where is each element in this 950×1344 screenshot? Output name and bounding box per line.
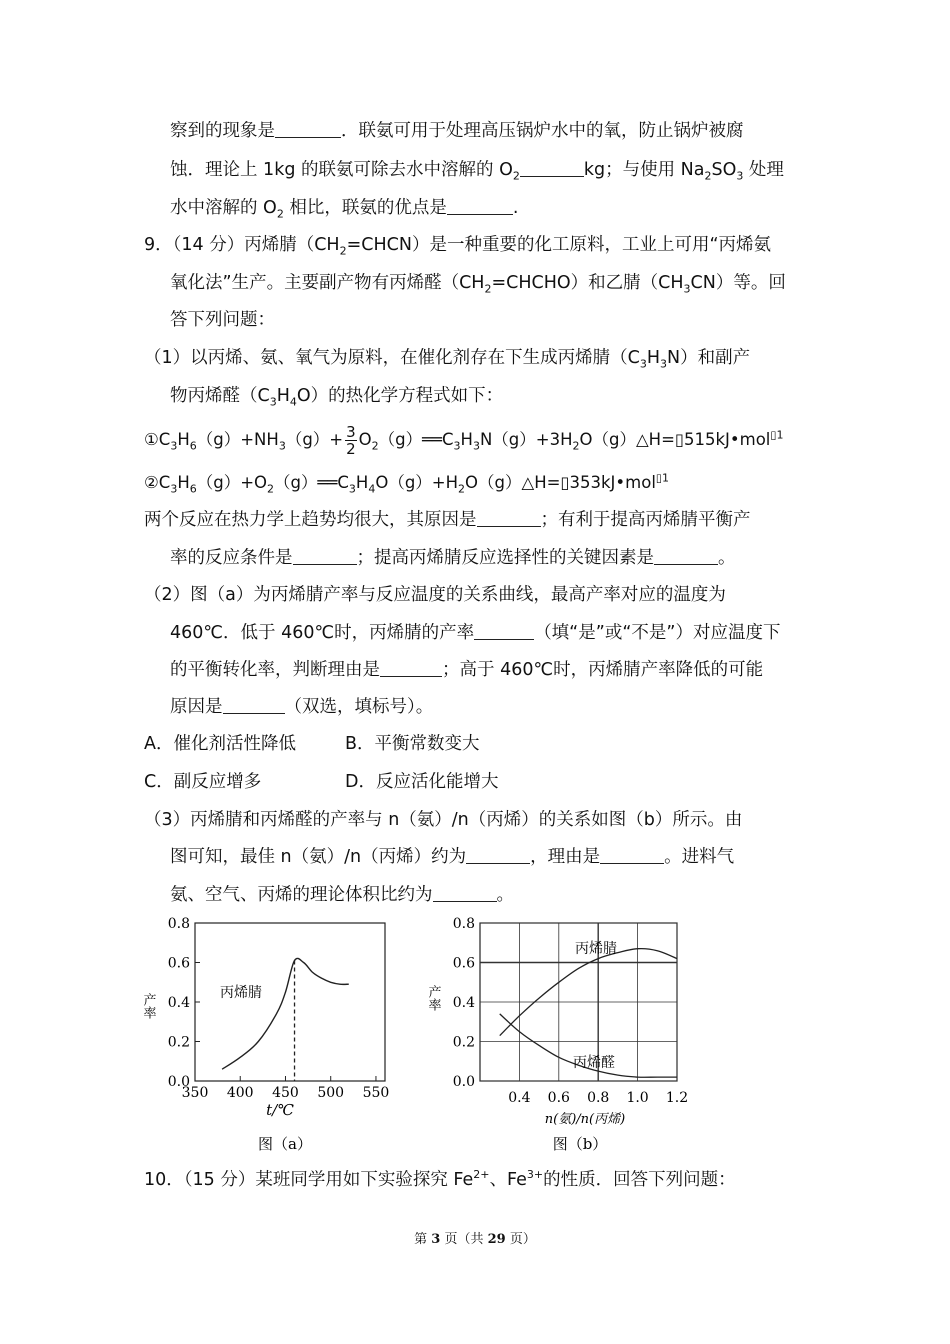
q9-part2-line-2: 460℃．低于 460℃时，丙烯腈的产率 （填“是”或“不是”）对应温度下 [170,623,781,643]
answer-blank[interactable] [466,847,530,864]
chart-b-xtick-label: 1.2 [665,1090,689,1106]
answer-blank[interactable] [380,660,442,677]
chart-a-series-acrylonitrile [222,958,349,1069]
answer-blank[interactable] [275,121,341,138]
chart-a-ytick-label: 0.6 [167,955,190,972]
chart-b-ytick-label: 0.8 [452,916,475,932]
q9-part3-line-2: 图可知，最佳 n（氨）/n（丙烯）约为 ，理由是 。进料气 [170,847,735,867]
chart-b-yield-vs-ratio [425,915,705,1165]
chart-b-series1-label: 丙烯腈 [575,941,617,957]
answer-blank[interactable] [520,160,584,177]
answer-blank[interactable] [477,510,541,527]
fraction-three-halves: $\frac{3}{2}$ [346,423,356,458]
option-a: A．催化剂活性降低 [144,734,296,754]
chart-b-ytick-label: 0.4 [452,995,475,1011]
chart-b-ytick-label: 0.0 [452,1074,475,1090]
chart-a-ytick-label: 0.8 [167,916,190,932]
chart-a-yield-vs-temperature [140,915,410,1165]
q9-part3-line-1: （3）丙烯腈和丙烯醛的产率与 n（氨）/n（丙烯）的关系如图（b）所示。由 [144,810,743,830]
q9-part1-line-1: （1）以丙烯、氨、氧气为原料，在催化剂存在下生成丙烯腈$(C_3H_3N)$和副产 [144,348,751,371]
answer-blank[interactable] [433,885,497,902]
q8-line-1: 察到的现象是 ．联氨可用于处理高压锅炉水中的氧，防止锅炉被腐 [170,121,744,141]
chart-a-xtick-label: 450 [272,1085,299,1101]
chart-a-ytick-label: 0.4 [167,995,190,1011]
chart-a-xtick-label: 350 [181,1085,209,1101]
chart-a-xtick-label: 400 [226,1085,254,1101]
chart-b-xtick-label: 1.0 [626,1090,649,1106]
chart-b-ytick-label: 0.2 [452,1034,475,1051]
chart-b-ylabel: 产率 [425,985,441,1011]
q9-line-2: 氧化法”生产。主要副产物有丙烯醛$(CH_2=CHCHO)$和乙腈$(CH_3CN)$等。回 [170,273,786,296]
q8-line-3: 水中溶解的 $O_2$ 相比，联氨的优点是 . [170,198,519,221]
q9-part1-question-2: 率的反应条件是 ；提高丙烯腈反应选择性的关键因素是 。 [170,548,736,568]
chart-a-title: 图（a） [258,1135,312,1153]
q8-line-2: 蚀．理论上 1kg 的联氨可除去水中溶解的 $O_2$ kg；与使用 $Na_2SO_3$ 处理 [170,160,784,183]
answer-blank[interactable] [474,623,534,640]
option-d: D．反应活化能增大 [345,772,499,792]
page-footer: 第 3 页（共 29 页） [414,1232,536,1247]
chart-b-xtick-label: 0.6 [547,1090,570,1106]
answer-blank[interactable] [447,198,513,215]
q9-part1-line-2: 物丙烯醛$(C_3H_4O)$的热化学方程式如下： [170,386,504,409]
chart-b-title: 图（b） [552,1135,608,1153]
option-c: C．副反应增多 [144,772,262,792]
chart-a-ytick-label: 0.2 [167,1034,190,1051]
equation-2: $②C_3H_6(g)+O_2(g)══C_3H_4O(g)+H_2O(g)\triangle H=▯353kJ•mol^{▯1}$ [144,471,669,496]
chart-a-xtick-label: 550 [362,1085,390,1101]
q9-part1-question-1: 两个反应在热力学上趋势均很大，其原因是 ；有利于提高丙烯腈平衡产 [144,510,751,530]
chart-b-xtick-label: 0.4 [508,1090,531,1106]
equation-1: $①C_3H_6(g)+NH_3(g)+$ $\frac{3}{2}$ $O_2(g)══C_3H_3N(g)+3H_2O(g)\triangle H=▯515kJ•mol^{▯1}$ [144,423,784,458]
chart-b-xtick-label: 0.8 [587,1090,610,1106]
q9-part3-line-3: 氨、空气、丙烯的理论体积比约为 。 [170,885,514,905]
chart-a-xlabel: t/℃ [266,1101,294,1119]
q9-part2-line-3: 的平衡转化率，判断理由是 ；高于 460℃时，丙烯腈产率降低的可能 [170,660,764,680]
chart-b-xlabel: n(氨)/n(丙烯) [544,1112,626,1127]
chart-b-ytick-label: 0.6 [452,955,475,972]
chart-a-ytick-label: 0.0 [167,1074,190,1090]
answer-blank[interactable] [600,847,664,864]
q9-line-1: 9．（14 分）丙烯腈$(CH_2=CHCN)$是一种重要的化工原料，工业上可用“丙烯氨 [144,235,772,258]
q9-part2-line-4: 原因是 （双选，填标号）。 [170,697,434,717]
chart-a-frame [195,923,385,1081]
answer-blank[interactable] [223,697,285,714]
q10-line-1: 10．（15 分）某班同学用如下实验探究 $Fe^{2+}$、$Fe^{3+}$的性质．回答下列问题： [144,1168,736,1190]
chart-b-series2-label: 丙烯醛 [573,1055,615,1071]
chart-a-xtick-label: 500 [317,1085,345,1101]
q9-part2-line-1: （2）图（a）为丙烯腈产率与反应温度的关系曲线，最高产率对应的温度为 [144,585,726,605]
answer-blank[interactable] [293,548,357,565]
option-b: B．平衡常数变大 [345,734,480,754]
chart-a-series-label: 丙烯腈 [220,985,262,1001]
q9-line-3: 答下列问题： [170,310,275,330]
answer-blank[interactable] [654,548,718,565]
chart-a-ylabel: 产率 [140,993,156,1019]
chart-b-series-acrylonitrile [500,949,677,1036]
